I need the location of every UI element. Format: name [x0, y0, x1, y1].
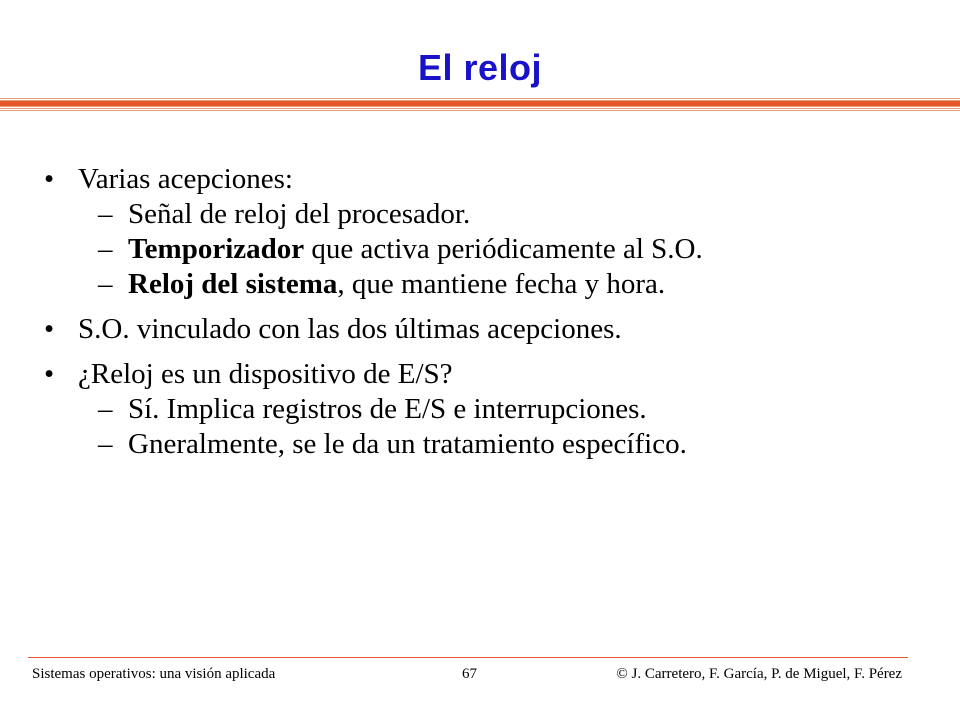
dash-icon: – — [98, 268, 113, 300]
sublist — [86, 392, 920, 462]
bullet-icon: • — [44, 313, 55, 345]
sub-item — [86, 267, 920, 302]
footer-page-number: 67 — [462, 666, 477, 682]
bullet-icon: • — [44, 358, 55, 390]
bullet-text: Varias acepciones: — [78, 163, 293, 195]
footer-authors: © J. Carretero, F. García, P. de Miguel, F. Pérez — [616, 666, 902, 682]
sub-item-text: Sí. Implica registros de E/S e interrupciones. — [128, 393, 647, 425]
bullet-text: S.O. vinculado con las dos últimas acepciones. — [78, 313, 622, 345]
sublist — [86, 197, 920, 302]
bullet-item — [40, 312, 920, 347]
sub-item — [86, 392, 920, 427]
slide-title: El reloj — [417, 47, 543, 88]
sub-item-text: Gneralmente, se le da un tratamiento específico. — [128, 428, 687, 460]
dash-icon: – — [98, 428, 113, 460]
sub-item-text: Señal de reloj del procesador. — [128, 198, 471, 230]
footer-course-title: Sistemas operativos: una visión aplicada — [32, 666, 276, 682]
sub-item-text: que activa periódicamente al S.O. — [304, 233, 703, 265]
dash-icon: – — [98, 233, 113, 265]
title-divider — [0, 98, 960, 112]
dash-icon: – — [98, 393, 113, 425]
sub-item-bold: Temporizador — [128, 233, 305, 265]
sub-item-text: , que mantiene fecha y hora. — [337, 268, 666, 300]
sub-item-bold: Reloj del sistema — [128, 268, 338, 300]
dash-icon: – — [98, 198, 113, 230]
sub-item — [86, 197, 920, 232]
bullet-item — [40, 162, 920, 302]
bullet-item — [40, 357, 920, 462]
sub-item — [86, 232, 920, 267]
slide-body — [40, 162, 920, 472]
bullet-text: ¿Reloj es un dispositivo de E/S? — [78, 358, 453, 390]
bullet-icon: • — [44, 163, 55, 195]
sub-item — [86, 427, 920, 462]
footer-divider — [28, 657, 908, 658]
